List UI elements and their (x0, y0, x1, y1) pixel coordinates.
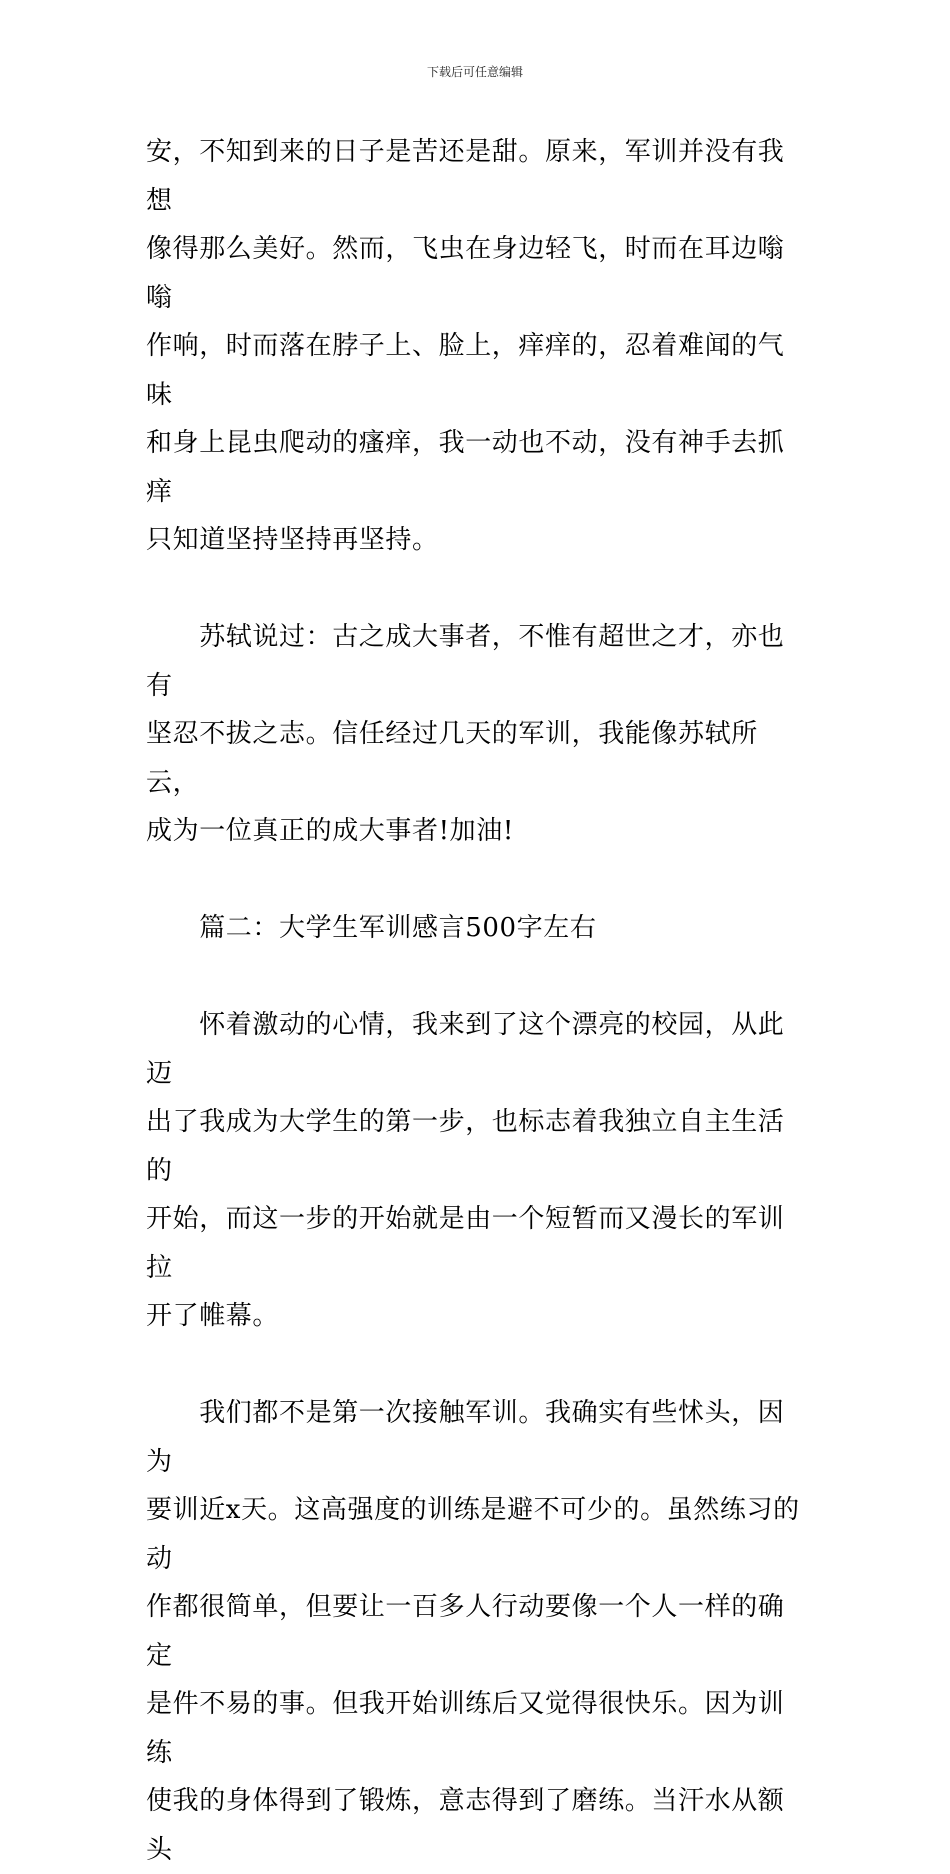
document-body (146, 128, 806, 1874)
paragraph-spacer (146, 953, 806, 1002)
paragraph-spacer (146, 856, 806, 905)
paragraph-spacer (146, 1341, 806, 1390)
paragraph-4: 我们都不是第一次接触军训。我确实有些怵头，因为 要训近x天。这高强度的训练是避不可少的。虽然练习的动 作都很简单，但要让一百多人行动要像一个人一样的确定 是件不易的事。但我开始训练后又觉得很快乐。因为训练 使我的身体得到了锻炼，意志得到了磨练。当汗水从额头 (146, 1398, 800, 1865)
page-header: 下载后可任意编辑 (426, 65, 523, 79)
paragraph-1: 安，不知到来的日子是苦还是甜。原来，军训并没有我想 像得那么美好。然而，飞虫在身边轻飞，时而在耳边嗡嗡 作响，时而落在脖子上、脸上，痒痒的，忍着难闻的气味 和身上昆虫爬动的瘙痒，我一动也不动，没有神手去抓痒 只知道坚持坚持再坚持。 (146, 137, 785, 555)
paragraph-3: 怀着激动的心情，我来到了这个漂亮的校园，从此迈 出了我成为大学生的第一步，也标志着我独立自主生活的 开始，而这一步的开始就是由一个短暂而又漫长的军训拉 开了帷幕。 (146, 1010, 785, 1331)
paragraph-spacer (146, 565, 806, 614)
section-heading: 篇二：大学生军训感言500字左右 (146, 913, 597, 943)
paragraph-2: 苏轼说过：古之成大事者，不惟有超世之才，亦也有 坚忍不拔之志。信任经过几天的军训，我能像苏轼所云， 成为一位真正的成大事者!加油! (146, 622, 785, 846)
